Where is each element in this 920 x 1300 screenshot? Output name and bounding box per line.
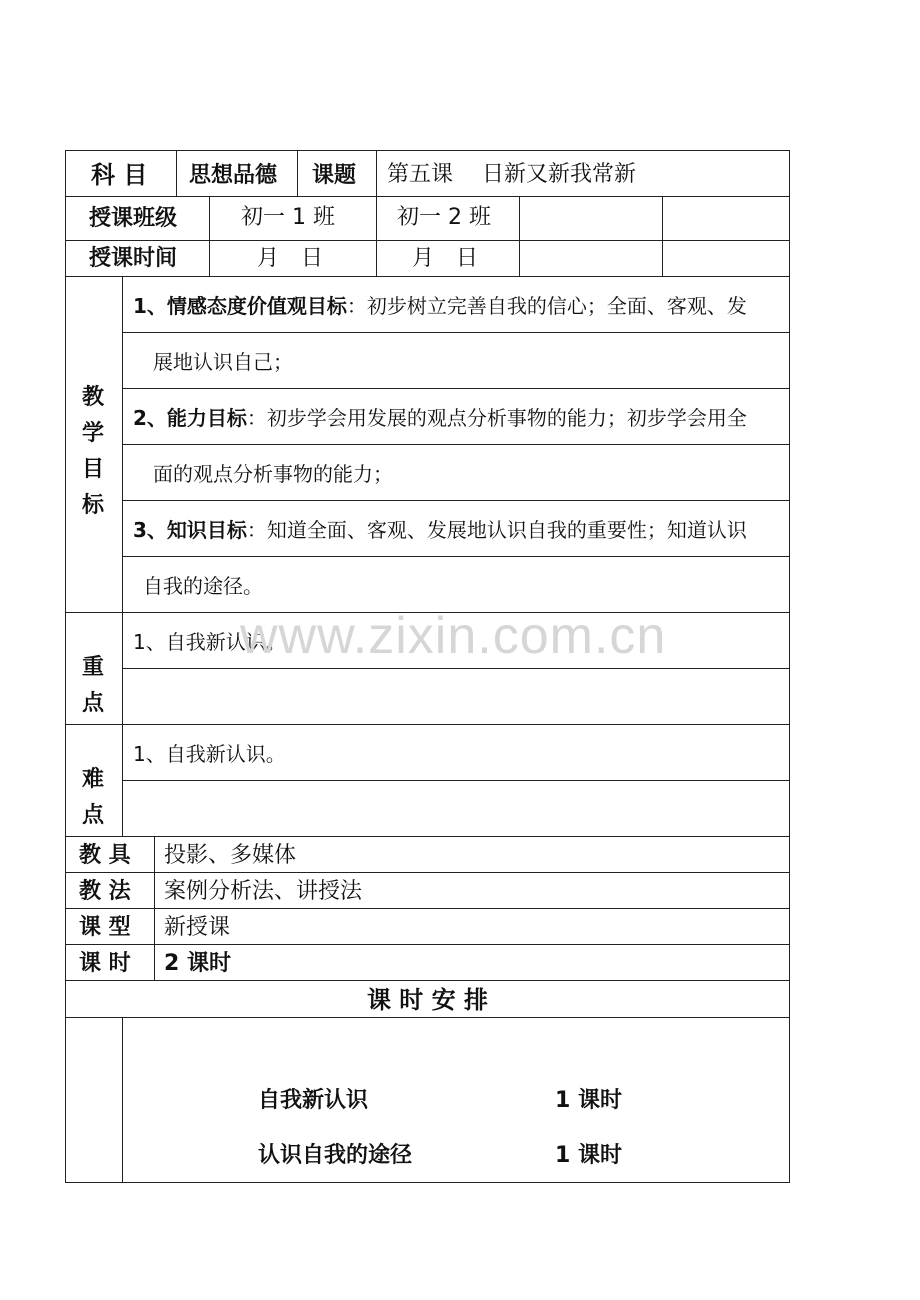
difficulties-label: 难点 (82, 767, 105, 828)
tools-value: 投影、多媒体 (164, 843, 297, 868)
topic-label: 课题 (312, 163, 357, 188)
lesson-type-label: 课 型 (79, 915, 131, 940)
schedule-title: 课 时 安 排 (366, 986, 489, 1014)
subject-value: 思想品德 (189, 163, 278, 188)
objective-1-title: 1、情感态度价值观目标 (133, 294, 347, 318)
objective-3-title: 3、知识目标 (133, 518, 247, 542)
difficulties-text: 1、自我新认识。 (133, 742, 286, 766)
hours-label: 课 时 (79, 951, 131, 976)
key-points-text: 1、自我新认识。 (133, 630, 286, 654)
methods-value: 案例分析法、讲授法 (164, 879, 363, 904)
objective-1-line1: ：初步树立完善自我的信心；全面、客观、发 (346, 294, 747, 318)
schedule-row-2-name: 认识自我的途径 (258, 1143, 413, 1168)
objective-2-line2: 面的观点分析事物的能力； (153, 462, 393, 486)
class-label: 授课班级 (89, 206, 178, 231)
key-points-label: 重点 (82, 655, 105, 716)
hours-value: 2 课时 (164, 951, 231, 976)
schedule-row-2-hours: 1 课时 (555, 1143, 622, 1168)
objective-2-title: 2、能力目标 (133, 406, 247, 430)
topic-value: 第五课 日新又新我常新 (387, 162, 636, 187)
schedule-row-1-hours: 1 课时 (555, 1088, 622, 1113)
tools-label: 教 具 (79, 843, 131, 868)
objective-1 (133, 296, 747, 316)
schedule-row-1-name: 自我新认识 (258, 1088, 369, 1113)
objective-3-line2: 自我的途径。 (143, 574, 263, 598)
time-2: 月 日 (412, 246, 479, 271)
time-label: 授课时间 (89, 246, 178, 271)
objective-1-line2: 展地认识自己； (153, 350, 293, 374)
time-1: 月 日 (257, 246, 324, 271)
objective-3-line1: ：知道全面、客观、发展地认识自我的重要性；知道认识 (246, 518, 747, 542)
subject-label: 科 目 (91, 161, 148, 189)
objective-2-line1: ：初步学会用发展的观点分析事物的能力；初步学会用全 (246, 406, 747, 430)
class-1: 初一 1 班 (241, 205, 335, 230)
lesson-type-value: 新授课 (164, 915, 231, 940)
class-2: 初一 2 班 (397, 205, 491, 230)
methods-label: 教 法 (79, 879, 131, 904)
objectives-label: 教学目标 (82, 385, 105, 518)
objective-2 (133, 408, 747, 428)
watermark: www.zixin.com.cn (240, 607, 667, 665)
objective-3 (133, 520, 747, 540)
